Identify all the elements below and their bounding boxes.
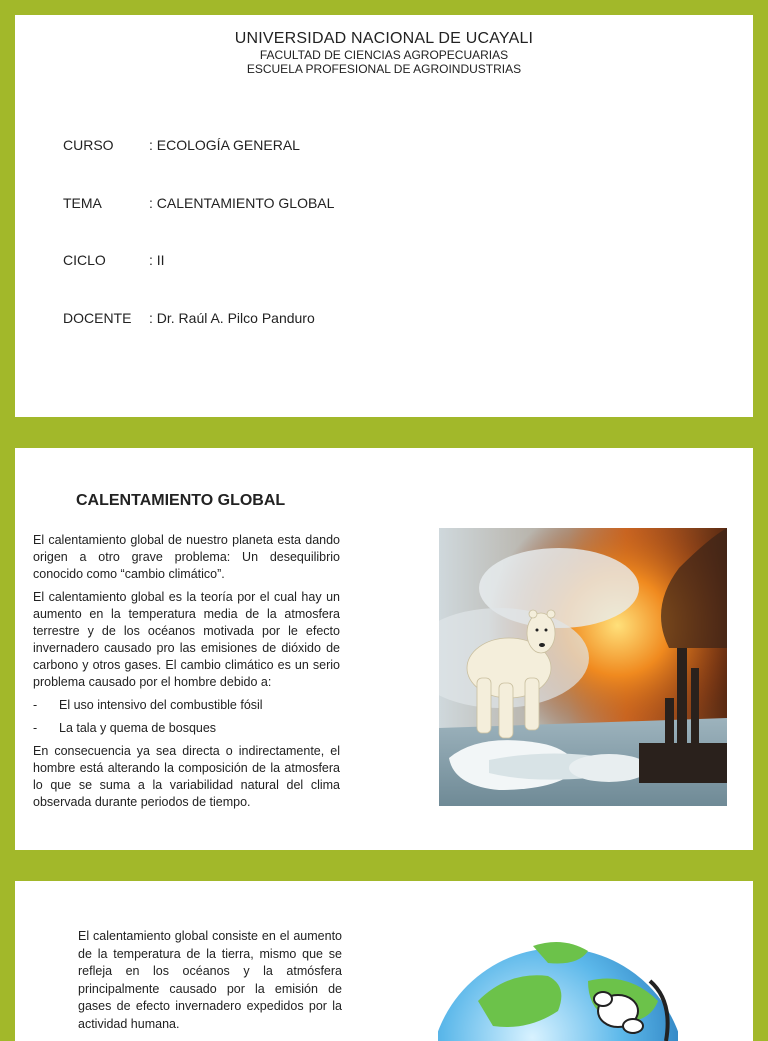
field-ciclo <box>63 252 165 268</box>
bullet-mark: - <box>33 698 38 712</box>
content-slide-definition <box>15 881 753 1041</box>
bullet-text: La tala y quema de bosques <box>59 721 217 735</box>
field-docente <box>63 310 315 326</box>
school-name: ESCUELA PROFESIONAL DE AGROINDUSTRIAS <box>246 62 522 76</box>
field-label: CURSO <box>63 137 114 153</box>
slide-body: El calentamiento global consiste en el aumento de la temperatura de la tierra, mismo que se refleja en los océanos y la atmósfera principalmente causado por la emisión de gases de efecto invernadero expedidos por la actividad humana. <box>78 929 342 1031</box>
bullet-item <box>33 697 340 714</box>
field-value: : II <box>149 252 165 268</box>
polar-bear-factory-photo <box>439 528 727 806</box>
slide-body <box>33 532 340 817</box>
field-label: TEMA <box>63 195 102 211</box>
paragraph: El calentamiento global es la teoría por el cual hay un aumento en la temperatura media de la atmosfera terrestre y de los océanos motivada por le efecto invernadero causado pro las emisiones de dióxido de carbono y otros gases. El cambio climático es un serio problema causado por el hombre debido a: <box>33 590 340 689</box>
field-value: : Dr. Raúl A. Pilco Panduro <box>149 310 315 326</box>
earth-cartoon-image <box>438 941 678 1041</box>
slide-title: CALENTAMIENTO GLOBAL <box>76 492 286 509</box>
field-curso <box>63 137 300 153</box>
bullet-text: El uso intensivo del combustible fósil <box>59 698 263 712</box>
content-slide-global-warming <box>15 448 753 850</box>
field-label: CICLO <box>63 252 106 268</box>
faculty-name: FACULTAD DE CIENCIAS AGROPECUARIAS <box>259 48 509 62</box>
paragraph: En consecuencia ya sea directa o indirectamente, el hombre está alterando la composición de la atmosfera lo que se suma a la variabilidad natural del clima observada durante periodos de tiempo. <box>33 744 340 809</box>
cover-slide <box>15 15 753 417</box>
bullet-mark: - <box>33 721 38 735</box>
field-value: : ECOLOGÍA GENERAL <box>149 137 300 153</box>
field-label: DOCENTE <box>63 310 132 326</box>
university-name: UNIVERSIDAD NACIONAL DE UCAYALI <box>234 30 534 47</box>
institution-header <box>15 30 753 76</box>
field-value: : CALENTAMIENTO GLOBAL <box>149 195 335 211</box>
field-tema <box>63 195 334 211</box>
paragraph: El calentamiento global de nuestro planeta esta dando origen a otro grave problema: Un desequilibrio conocido como “cambio climático”. <box>33 533 340 581</box>
bullet-item <box>33 720 340 737</box>
